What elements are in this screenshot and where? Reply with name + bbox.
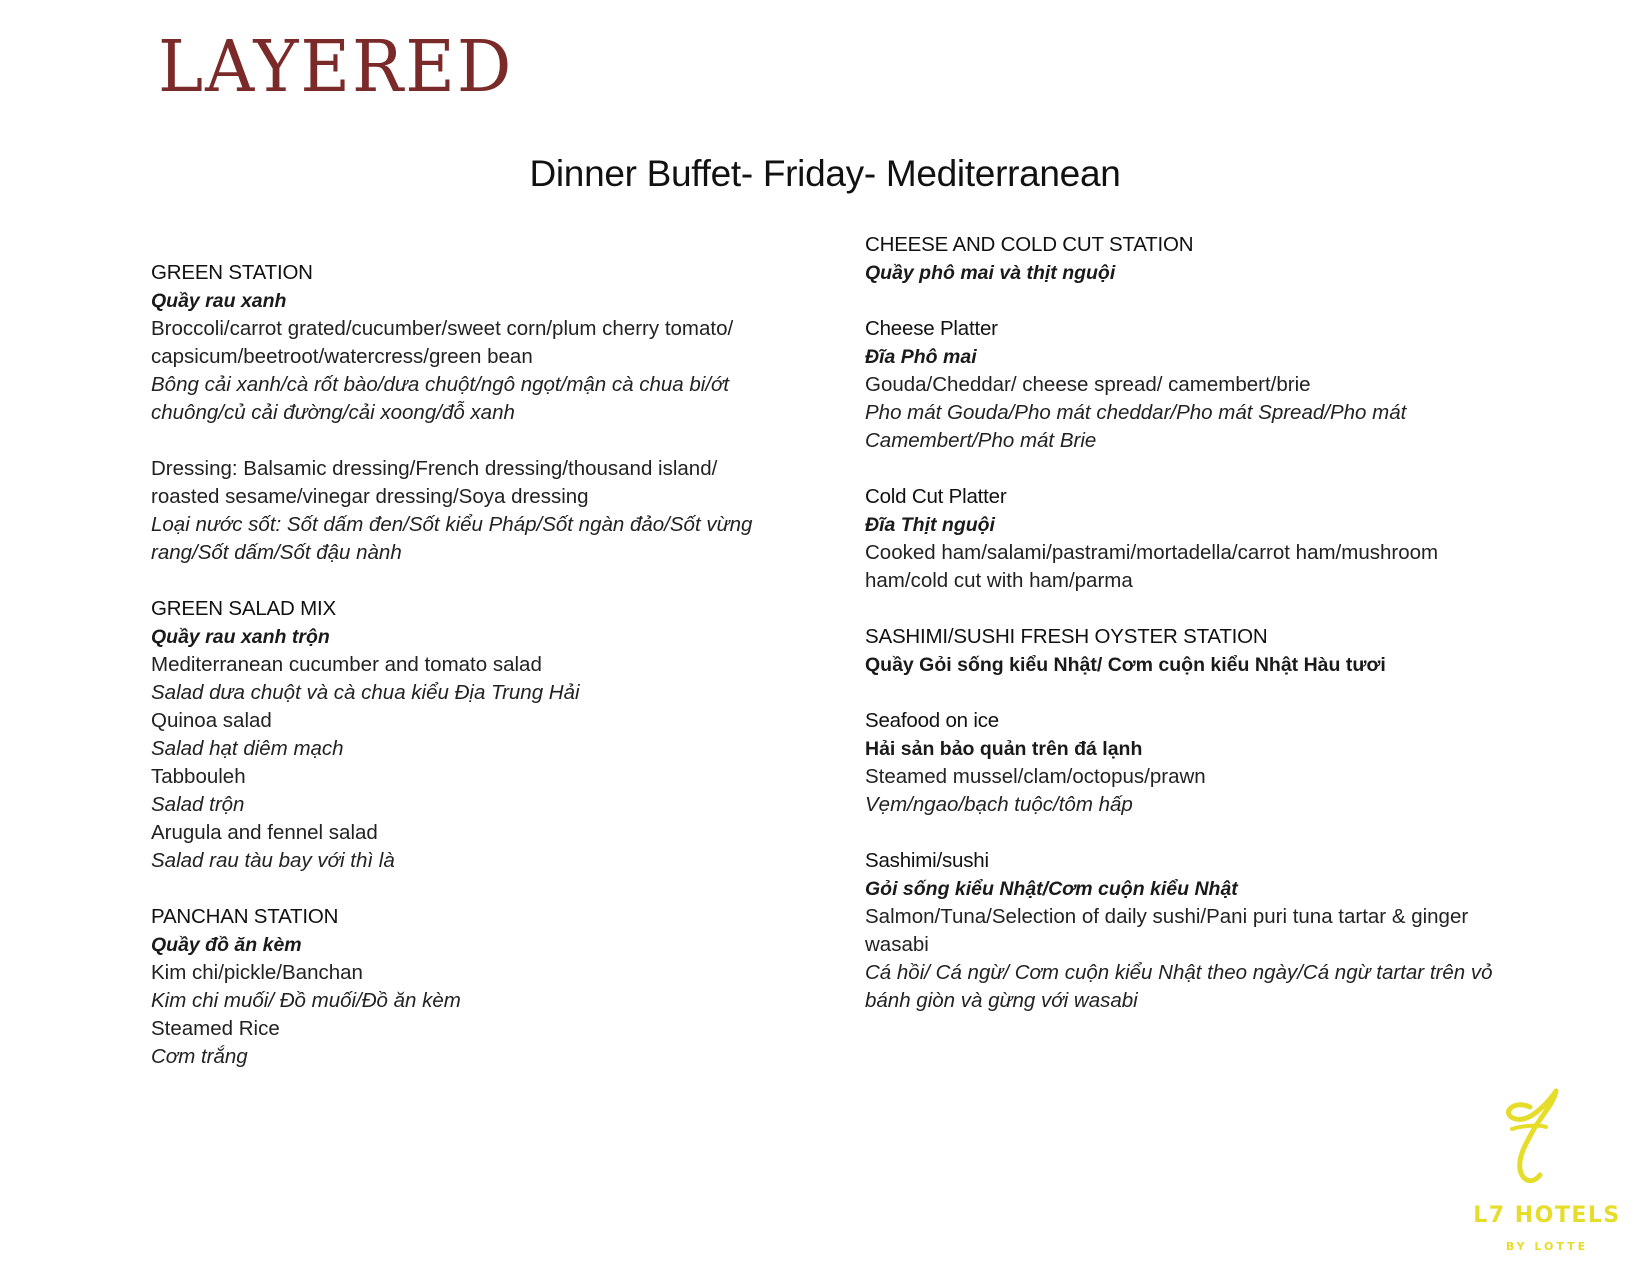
right-line-en: ham/cold cut with ham/parma <box>865 569 1133 592</box>
right-line-vi: Camembert/Pho mát Brie <box>865 429 1097 452</box>
right-line-head: Sashimi/sushi <box>865 849 989 872</box>
left-line-en: Broccoli/carrot grated/cucumber/sweet corn/plum cherry tomato/ <box>151 317 734 340</box>
right-line-en: Cooked ham/salami/pastrami/mortadella/carrot ham/mushroom <box>865 541 1439 564</box>
right-line-en: Gouda/Cheddar/ cheese spread/ camembert/brie <box>865 373 1311 396</box>
right-line-en: wasabi <box>865 933 929 956</box>
left-line-vi: Kim chi muối/ Đồ muối/Đồ ăn kèm <box>151 989 461 1012</box>
left-line-gap <box>151 567 791 595</box>
right-line-head: CHEESE AND COLD CUT STATION <box>865 233 1194 256</box>
left-line-en: Dressing: Balsamic dressing/French dressing/thousand island/ <box>151 457 718 480</box>
left-line-vi: Salad rau tàu bay với thì là <box>151 849 395 872</box>
left-line-sub-bold-italic: Quầy rau xanh trộn <box>151 626 330 648</box>
left-line-en: Quinoa salad <box>151 709 272 732</box>
right-line-head: Cold Cut Platter <box>865 485 1007 508</box>
left-line-en: Arugula and fennel salad <box>151 821 378 844</box>
right-line-sub-bold-italic: Đĩa Thịt nguội <box>865 514 995 536</box>
left-line-sub-bold-italic: Quầy đồ ăn kèm <box>151 934 302 956</box>
right-line-head: Cheese Platter <box>865 317 998 340</box>
left-line-vi: Bông cải xanh/cà rốt bào/dưa chuột/ngô ngọt/mận cà chua bi/ớt <box>151 373 730 396</box>
left-line-en: Kim chi/pickle/Banchan <box>151 961 363 984</box>
left-line-vi: Salad hạt diêm mạch <box>151 737 344 760</box>
right-line-head: SASHIMI/SUSHI FRESH OYSTER STATION <box>865 625 1268 648</box>
left-line-en: Tabbouleh <box>151 765 246 788</box>
left-line-vi: chuông/củ cải đường/cải xoong/đỗ xanh <box>151 401 515 424</box>
left-line-sub-bold-italic: Quầy rau xanh <box>151 290 287 312</box>
right-line-sub-bold-italic: Quầy phô mai và thịt nguội <box>865 262 1116 284</box>
right-line-head: Seafood on ice <box>865 709 999 732</box>
right-line-sub-bold: Hải sản bảo quản trên đá lạnh <box>865 738 1143 760</box>
left-line-vi: Cơm trắng <box>151 1045 248 1068</box>
left-line-vi: Salad trộn <box>151 793 245 816</box>
left-line-gap <box>151 875 791 903</box>
left-line-vi: Salad dưa chuột và cà chua kiểu Địa Trung Hải <box>151 681 580 704</box>
left-line-en: Mediterranean cucumber and tomato salad <box>151 653 542 676</box>
right-line-sub-bold-italic: Đĩa Phô mai <box>865 346 977 368</box>
right-line-gap <box>865 287 1525 315</box>
right-line-en: Steamed mussel/clam/octopus/prawn <box>865 765 1206 788</box>
right-line-vi: bánh giòn và gừng với wasabi <box>865 989 1138 1012</box>
right-line-vi: Vẹm/ngao/bạch tuộc/tôm hấp <box>865 793 1133 816</box>
l7-script-logo-icon <box>1482 1085 1572 1197</box>
right-line-gap <box>865 455 1525 483</box>
right-line-en: Salmon/Tuna/Selection of daily sushi/Pani puri tuna tartar & ginger <box>865 905 1469 928</box>
brand-name: L7 HOTELS <box>1473 1203 1621 1228</box>
right-line-vi: Cá hồi/ Cá ngừ/ Cơm cuộn kiểu Nhật theo ngày/Cá ngừ tartar trên vỏ <box>865 961 1493 984</box>
menu-right-column <box>865 231 1525 1015</box>
l7-hotels-brand <box>1462 1085 1632 1255</box>
brand-subtitle: BY LOTTE <box>1505 1240 1589 1253</box>
right-line-gap <box>865 595 1525 623</box>
left-line-head: GREEN STATION <box>151 261 313 284</box>
left-line-vi: Loại nước sốt: Sốt dấm đen/Sốt kiểu Pháp/Sốt ngàn đảo/Sốt vừng <box>151 513 753 536</box>
left-line-en: Steamed Rice <box>151 1017 280 1040</box>
layered-logo: LAYERED <box>158 25 514 109</box>
page-title: Dinner Buffet- Friday- Mediterranean <box>529 153 1121 194</box>
left-line-gap <box>151 427 791 455</box>
left-line-head: PANCHAN STATION <box>151 905 339 928</box>
left-line-en: roasted sesame/vinegar dressing/Soya dressing <box>151 485 589 508</box>
left-line-vi: rang/Sốt dấm/Sốt đậu nành <box>151 541 402 564</box>
right-line-gap <box>865 679 1525 707</box>
right-line-vi: Pho mát Gouda/Pho mát cheddar/Pho mát Spread/Pho mát <box>865 401 1407 424</box>
right-line-gap <box>865 819 1525 847</box>
left-line-en: capsicum/beetroot/watercress/green bean <box>151 345 533 368</box>
right-line-sub-bold-italic: Gỏi sống kiểu Nhật/Cơm cuộn kiểu Nhật <box>865 878 1238 900</box>
menu-left-column <box>151 259 791 1071</box>
left-line-head: GREEN SALAD MIX <box>151 597 336 620</box>
right-line-sub-bold: Quầy Gỏi sống kiểu Nhật/ Cơm cuộn kiểu Nhật Hàu tươi <box>865 654 1386 676</box>
